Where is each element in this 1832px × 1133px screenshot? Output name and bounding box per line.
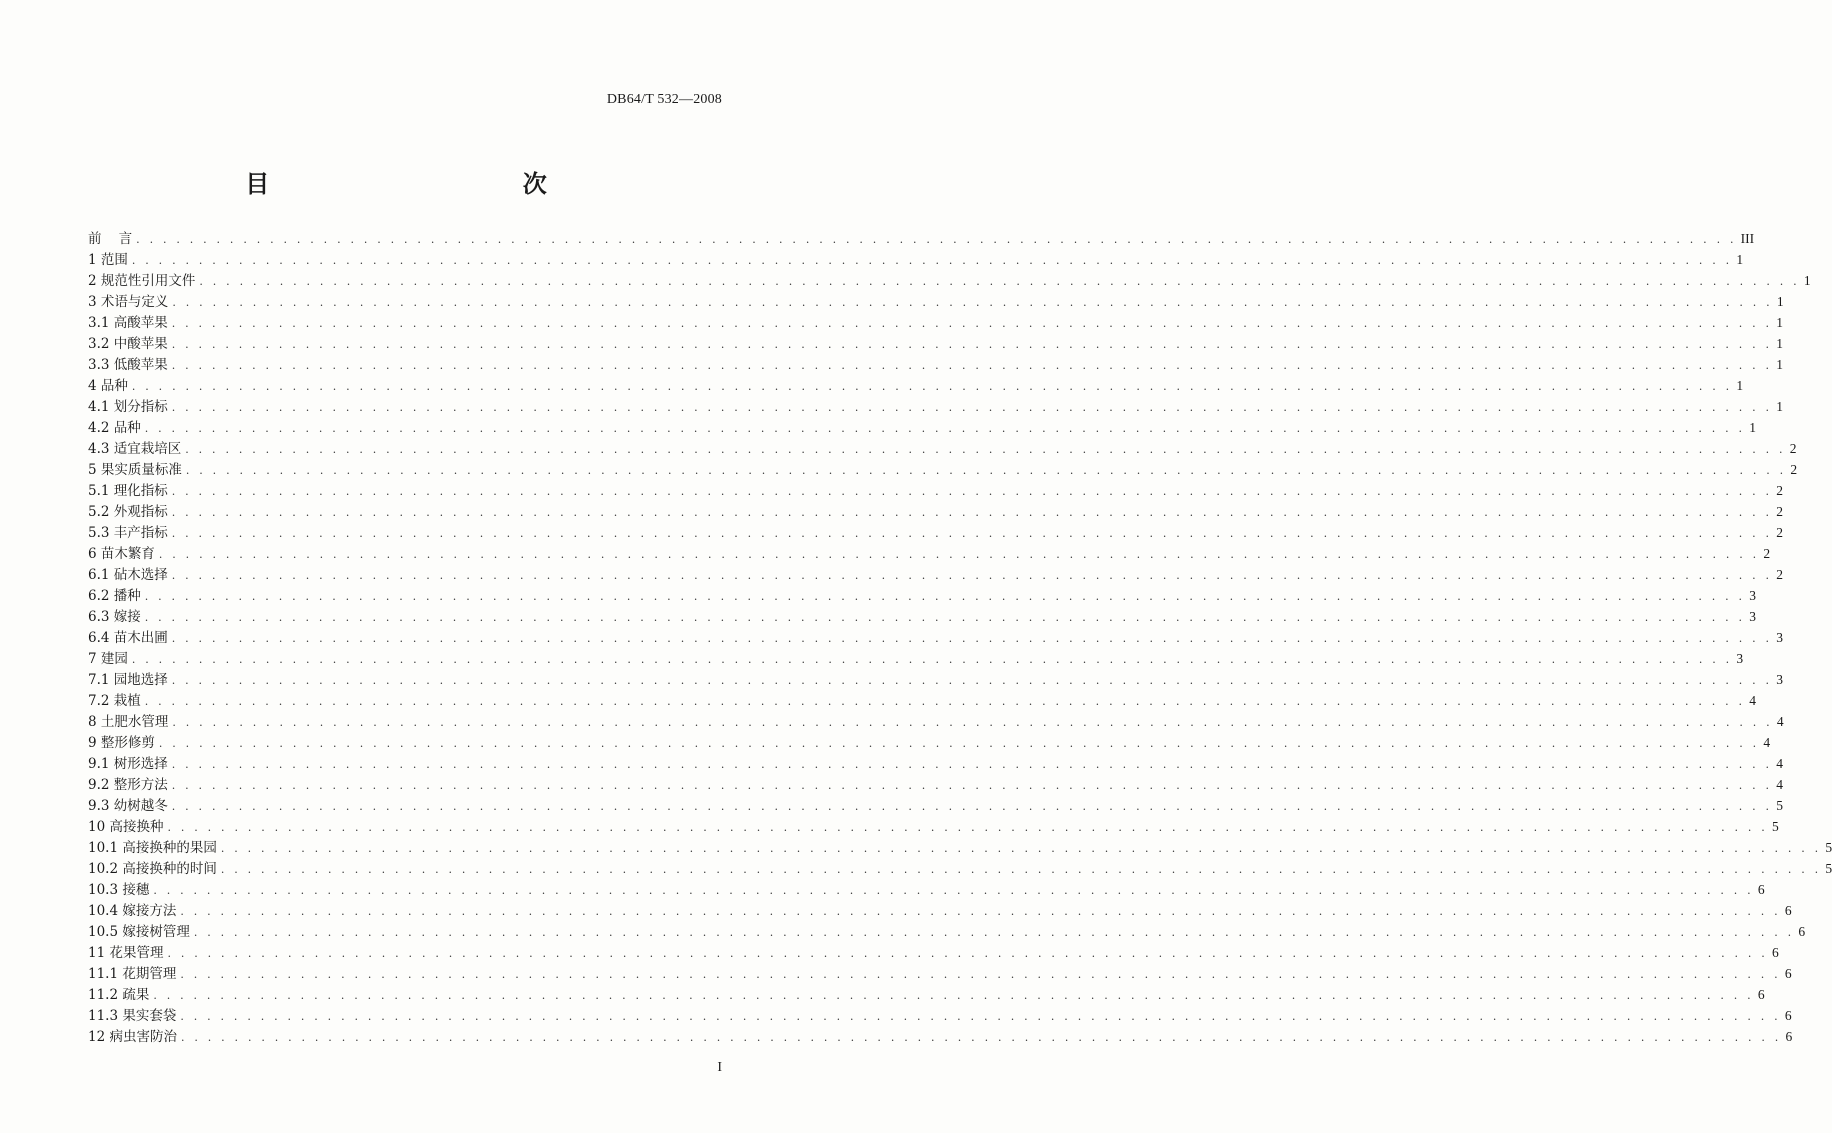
toc-entry-label: 11.2 疏果 xyxy=(88,987,150,1003)
toc-leader-dots: . . . . . . . . . . . . . . . . . . . . . . . . . . . . . . . . . . . . . . . . . . . . . . . . . . . . . . . . . . . . . . . . . . . . . . . . . . . . . . . . . . . . . . . . . . . . . . . . . . . . . . . . . . . . . . . . . . . . . . . . xyxy=(167,947,1768,960)
toc-entry-label: 3 术语与定义 xyxy=(88,294,169,310)
toc-leader-dots: . . . . . . . . . . . . . . . . . . . . . . . . . . . . . . . . . . . . . . . . . . . . . . . . . . . . . . . . . . . . . . . . . . . . . . . . . . . . . . . . . . . . . . . . . . . . . . . . . . . . . . . . . . . . . . . . . . . . . . . . xyxy=(220,842,1822,855)
toc-entry-label: 6.4 苗木出圃 xyxy=(88,630,168,646)
toc-entry[interactable] xyxy=(88,816,1779,837)
toc-entry-label: 4.3 适宜栽培区 xyxy=(88,441,182,457)
toc-leader-dots: . . . . . . . . . . . . . . . . . . . . . . . . . . . . . . . . . . . . . . . . . . . . . . . . . . . . . . . . . . . . . . . . . . . . . . . . . . . . . . . . . . . . . . . . . . . . . . . . . . . . . . . . . . . . . . . . . . . . . . . . xyxy=(131,380,1733,393)
toc-entry-page: 3 xyxy=(1736,651,1744,666)
toc-entry-page: 1 xyxy=(1803,273,1811,288)
toc-entry-label: 9 整形修剪 xyxy=(88,735,155,751)
toc-entry-page: 6 xyxy=(1757,882,1765,897)
toc-leader-dots: . . . . . . . . . . . . . . . . . . . . . . . . . . . . . . . . . . . . . . . . . . . . . . . . . . . . . . . . . . . . . . . . . . . . . . . . . . . . . . . . . . . . . . . . . . . . . . . . . . . . . . . . . . . . . . . . . . . . . . . . xyxy=(171,506,1773,519)
toc-entry-page: 5 xyxy=(1776,798,1783,813)
toc-entry-label: 10.4 嫁接方法 xyxy=(88,903,177,919)
page-title: 目 次 xyxy=(245,170,591,198)
toc-entry-page: 5 xyxy=(1825,840,1832,855)
toc-leader-dots: . . . . . . . . . . . . . . . . . . . . . . . . . . . . . . . . . . . . . . . . . . . . . . . . . . . . . . . . . . . . . . . . . . . . . . . . . . . . . . . . . . . . . . . . . . . . . . . . . . . . . . . . . . . . . . . . . . . . . . . . xyxy=(153,989,1754,1002)
toc-entry-page: 4 xyxy=(1776,756,1783,771)
toc-entry-label: 2 规范性引用文件 xyxy=(88,273,196,289)
toc-entry-label: 10 高接换种 xyxy=(88,819,164,835)
toc-entry-label: 11 花果管理 xyxy=(88,945,164,961)
toc-entry[interactable] xyxy=(88,795,1783,816)
toc-entry-page: 4 xyxy=(1776,777,1783,792)
toc-entry[interactable] xyxy=(88,543,1771,564)
toc-entry-page: 1 xyxy=(1776,315,1783,330)
toc-leader-dots: . . . . . . . . . . . . . . . . . . . . . . . . . . . . . . . . . . . . . . . . . . . . . . . . . . . . . . . . . . . . . . . . . . . . . . . . . . . . . . . . . . . . . . . . . . . . . . . . . . . . . . . . . . . . . . . . . . . . . . . . xyxy=(158,548,1760,561)
toc-entry-label: 6 苗木繁育 xyxy=(88,546,155,562)
toc-entry-label: 10.5 嫁接树管理 xyxy=(88,924,190,940)
toc-entry-page: 3 xyxy=(1776,672,1783,687)
toc-entry[interactable] xyxy=(88,900,1792,921)
toc-entry-page: 4 xyxy=(1776,714,1784,729)
toc-entry[interactable] xyxy=(88,648,1744,669)
toc-leader-dots: . . . . . . . . . . . . . . . . . . . . . . . . . . . . . . . . . . . . . . . . . . . . . . . . . . . . . . . . . . . . . . . . . . . . . . . . . . . . . . . . . . . . . . . . . . . . . . . . . . . . . . . . . . . . . . . . . . . . . . . . xyxy=(172,296,1773,309)
toc-entry-page: 1 xyxy=(1776,294,1784,309)
toc-entry[interactable] xyxy=(88,1026,1793,1047)
toc-entry[interactable] xyxy=(88,690,1756,711)
table-of-contents xyxy=(88,228,1832,1047)
toc-entry-page: 2 xyxy=(1763,546,1771,561)
toc-entry-label: 7.1 园地选择 xyxy=(88,672,168,688)
toc-entry-page: 3 xyxy=(1749,609,1756,624)
toc-entry-label: 前 言 xyxy=(88,231,133,247)
toc-entry-label: 8 土肥水管理 xyxy=(88,714,169,730)
toc-entry-page: 2 xyxy=(1776,567,1783,582)
toc-entry-label: 5 果实质量标准 xyxy=(88,462,182,478)
toc-entry-label: 10.3 接穗 xyxy=(88,882,150,898)
toc-entry[interactable] xyxy=(88,564,1783,585)
toc-leader-dots: . . . . . . . . . . . . . . . . . . . . . . . . . . . . . . . . . . . . . . . . . . . . . . . . . . . . . . . . . . . . . . . . . . . . . . . . . . . . . . . . . . . . . . . . . . . . . . . . . . . . . . . . . . . . . . . . . . . . . . . . xyxy=(171,632,1773,645)
toc-leader-dots: . . . . . . . . . . . . . . . . . . . . . . . . . . . . . . . . . . . . . . . . . . . . . . . . . . . . . . . . . . . . . . . . . . . . . . . . . . . . . . . . . . . . . . . . . . . . . . . . . . . . . . . . . . . . . . . . . . . . . . . . xyxy=(171,800,1773,813)
toc-leader-dots: . . . . . . . . . . . . . . . . . . . . . . . . . . . . . . . . . . . . . . . . . . . . . . . . . . . . . . . . . . . . . . . . . . . . . . . . . . . . . . . . . . . . . . . . . . . . . . . . . . . . . . . . . . . . . . . . . . . . . . . . xyxy=(180,905,1781,918)
toc-entry-label: 9.1 树形选择 xyxy=(88,756,168,772)
toc-entry[interactable] xyxy=(88,732,1771,753)
toc-leader-dots: . . . . . . . . . . . . . . . . . . . . . . . . . . . . . . . . . . . . . . . . . . . . . . . . . . . . . . . . . . . . . . . . . . . . . . . . . . . . . . . . . . . . . . . . . . . . . . . . . . . . . . . . . . . . . . . . . . . . . . . . xyxy=(171,338,1773,351)
toc-leader-dots: . . . . . . . . . . . . . . . . . . . . . . . . . . . . . . . . . . . . . . . . . . . . . . . . . . . . . . . . . . . . . . . . . . . . . . . . . . . . . . . . . . . . . . . . . . . . . . . . . . . . . . . . . . . . . . . . . . . . . . . . xyxy=(136,233,1737,246)
toc-leader-dots: . . . . . . . . . . . . . . . . . . . . . . . . . . . . . . . . . . . . . . . . . . . . . . . . . . . . . . . . . . . . . . . . . . . . . . . . . . . . . . . . . . . . . . . . . . . . . . . . . . . . . . . . . . . . . . . . . . . . . . . . xyxy=(172,716,1773,729)
toc-leader-dots: . . . . . . . . . . . . . . . . . . . . . . . . . . . . . . . . . . . . . . . . . . . . . . . . . . . . . . . . . . . . . . . . . . . . . . . . . . . . . . . . . . . . . . . . . . . . . . . . . . . . . . . . . . . . . . . . . . . . . . . . xyxy=(185,443,1786,456)
toc-entry-page: 1 xyxy=(1749,420,1756,435)
toc-entry-page: 6 xyxy=(1757,987,1765,1002)
toc-entry-page: 3 xyxy=(1749,588,1756,603)
toc-leader-dots: . . . . . . . . . . . . . . . . . . . . . . . . . . . . . . . . . . . . . . . . . . . . . . . . . . . . . . . . . . . . . . . . . . . . . . . . . . . . . . . . . . . . . . . . . . . . . . . . . . . . . . . . . . . . . . . . . . . . . . . . xyxy=(144,422,1746,435)
toc-leader-dots: . . . . . . . . . . . . . . . . . . . . . . . . . . . . . . . . . . . . . . . . . . . . . . . . . . . . . . . . . . . . . . . . . . . . . . . . . . . . . . . . . . . . . . . . . . . . . . . . . . . . . . . . . . . . . . . . . . . . . . . . xyxy=(171,758,1773,771)
toc-entry-page: 4 xyxy=(1749,693,1756,708)
toc-entry-label: 11.1 花期管理 xyxy=(88,966,177,982)
toc-entry-page: 1 xyxy=(1776,399,1783,414)
toc-entry-page: 1 xyxy=(1776,357,1783,372)
toc-leader-dots: . . . . . . . . . . . . . . . . . . . . . . . . . . . . . . . . . . . . . . . . . . . . . . . . . . . . . . . . . . . . . . . . . . . . . . . . . . . . . . . . . . . . . . . . . . . . . . . . . . . . . . . . . . . . . . . . . . . . . . . . xyxy=(199,275,1800,288)
toc-entry-label: 3.1 高酸苹果 xyxy=(88,315,168,331)
toc-entry[interactable] xyxy=(88,837,1832,858)
toc-entry-page: 2 xyxy=(1789,441,1797,456)
toc-entry-page: 6 xyxy=(1771,945,1779,960)
toc-leader-dots: . . . . . . . . . . . . . . . . . . . . . . . . . . . . . . . . . . . . . . . . . . . . . . . . . . . . . . . . . . . . . . . . . . . . . . . . . . . . . . . . . . . . . . . . . . . . . . . . . . . . . . . . . . . . . . . . . . . . . . . . xyxy=(131,254,1733,267)
toc-entry-label: 9.2 整形方法 xyxy=(88,777,168,793)
toc-entry-label: 7 建园 xyxy=(88,651,128,667)
toc-entry-page: 2 xyxy=(1776,525,1783,540)
toc-entry[interactable] xyxy=(88,606,1756,627)
toc-leader-dots: . . . . . . . . . . . . . . . . . . . . . . . . . . . . . . . . . . . . . . . . . . . . . . . . . . . . . . . . . . . . . . . . . . . . . . . . . . . . . . . . . . . . . . . . . . . . . . . . . . . . . . . . . . . . . . . . . . . . . . . . xyxy=(144,611,1746,624)
toc-entry[interactable] xyxy=(88,963,1792,984)
toc-entry[interactable] xyxy=(88,753,1783,774)
toc-entry[interactable] xyxy=(88,333,1783,354)
toc-entry[interactable] xyxy=(88,585,1756,606)
toc-leader-dots: . . . . . . . . . . . . . . . . . . . . . . . . . . . . . . . . . . . . . . . . . . . . . . . . . . . . . . . . . . . . . . . . . . . . . . . . . . . . . . . . . . . . . . . . . . . . . . . . . . . . . . . . . . . . . . . . . . . . . . . . xyxy=(193,926,1795,939)
toc-leader-dots: . . . . . . . . . . . . . . . . . . . . . . . . . . . . . . . . . . . . . . . . . . . . . . . . . . . . . . . . . . . . . . . . . . . . . . . . . . . . . . . . . . . . . . . . . . . . . . . . . . . . . . . . . . . . . . . . . . . . . . . . xyxy=(144,590,1746,603)
toc-entry[interactable] xyxy=(88,459,1798,480)
toc-entry-page: 3 xyxy=(1776,630,1783,645)
toc-entry[interactable] xyxy=(88,228,1755,249)
toc-leader-dots: . . . . . . . . . . . . . . . . . . . . . . . . . . . . . . . . . . . . . . . . . . . . . . . . . . . . . . . . . . . . . . . . . . . . . . . . . . . . . . . . . . . . . . . . . . . . . . . . . . . . . . . . . . . . . . . . . . . . . . . . xyxy=(131,653,1733,666)
toc-entry-page: 2 xyxy=(1776,504,1783,519)
toc-entry[interactable] xyxy=(88,669,1783,690)
toc-entry-page: 1 xyxy=(1776,336,1783,351)
toc-entry[interactable] xyxy=(88,627,1783,648)
toc-entry[interactable] xyxy=(88,270,1811,291)
toc-entry-label: 4 品种 xyxy=(88,378,128,394)
toc-leader-dots: . . . . . . . . . . . . . . . . . . . . . . . . . . . . . . . . . . . . . . . . . . . . . . . . . . . . . . . . . . . . . . . . . . . . . . . . . . . . . . . . . . . . . . . . . . . . . . . . . . . . . . . . . . . . . . . . . . . . . . . . xyxy=(158,737,1760,750)
toc-entry-label: 7.2 栽植 xyxy=(88,693,141,709)
toc-entry-label: 10.2 高接换种的时间 xyxy=(88,861,217,877)
toc-entry-page: 1 xyxy=(1736,378,1744,393)
toc-leader-dots: . . . . . . . . . . . . . . . . . . . . . . . . . . . . . . . . . . . . . . . . . . . . . . . . . . . . . . . . . . . . . . . . . . . . . . . . . . . . . . . . . . . . . . . . . . . . . . . . . . . . . . . . . . . . . . . . . . . . . . . . xyxy=(171,485,1773,498)
toc-leader-dots: . . . . . . . . . . . . . . . . . . . . . . . . . . . . . . . . . . . . . . . . . . . . . . . . . . . . . . . . . . . . . . . . . . . . . . . . . . . . . . . . . . . . . . . . . . . . . . . . . . . . . . . . . . . . . . . . . . . . . . . . xyxy=(171,317,1773,330)
toc-leader-dots: . . . . . . . . . . . . . . . . . . . . . . . . . . . . . . . . . . . . . . . . . . . . . . . . . . . . . . . . . . . . . . . . . . . . . . . . . . . . . . . . . . . . . . . . . . . . . . . . . . . . . . . . . . . . . . . . . . . . . . . . xyxy=(167,821,1768,834)
toc-leader-dots: . . . . . . . . . . . . . . . . . . . . . . . . . . . . . . . . . . . . . . . . . . . . . . . . . . . . . . . . . . . . . . . . . . . . . . . . . . . . . . . . . . . . . . . . . . . . . . . . . . . . . . . . . . . . . . . . . . . . . . . . xyxy=(171,527,1773,540)
toc-entry[interactable] xyxy=(88,942,1779,963)
toc-entry-label: 6.3 嫁接 xyxy=(88,609,141,625)
toc-leader-dots: . . . . . . . . . . . . . . . . . . . . . . . . . . . . . . . . . . . . . . . . . . . . . . . . . . . . . . . . . . . . . . . . . . . . . . . . . . . . . . . . . . . . . . . . . . . . . . . . . . . . . . . . . . . . . . . . . . . . . . . . xyxy=(171,779,1773,792)
toc-entry-label: 4.2 品种 xyxy=(88,420,141,436)
toc-leader-dots: . . . . . . . . . . . . . . . . . . . . . . . . . . . . . . . . . . . . . . . . . . . . . . . . . . . . . . . . . . . . . . . . . . . . . . . . . . . . . . . . . . . . . . . . . . . . . . . . . . . . . . . . . . . . . . . . . . . . . . . . xyxy=(171,569,1773,582)
document-code: DB64/T 532—2008 xyxy=(606,92,722,107)
toc-leader-dots: . . . . . . . . . . . . . . . . . . . . . . . . . . . . . . . . . . . . . . . . . . . . . . . . . . . . . . . . . . . . . . . . . . . . . . . . . . . . . . . . . . . . . . . . . . . . . . . . . . . . . . . . . . . . . . . . . . . . . . . . xyxy=(220,863,1822,876)
toc-entry[interactable] xyxy=(88,921,1806,942)
toc-leader-dots: . . . . . . . . . . . . . . . . . . . . . . . . . . . . . . . . . . . . . . . . . . . . . . . . . . . . . . . . . . . . . . . . . . . . . . . . . . . . . . . . . . . . . . . . . . . . . . . . . . . . . . . . . . . . . . . . . . . . . . . . xyxy=(153,884,1754,897)
toc-leader-dots: . . . . . . . . . . . . . . . . . . . . . . . . . . . . . . . . . . . . . . . . . . . . . . . . . . . . . . . . . . . . . . . . . . . . . . . . . . . . . . . . . . . . . . . . . . . . . . . . . . . . . . . . . . . . . . . . . . . . . . . . xyxy=(185,464,1787,477)
toc-entry[interactable] xyxy=(88,522,1783,543)
toc-entry[interactable] xyxy=(88,438,1797,459)
toc-leader-dots: . . . . . . . . . . . . . . . . . . . . . . . . . . . . . . . . . . . . . . . . . . . . . . . . . . . . . . . . . . . . . . . . . . . . . . . . . . . . . . . . . . . . . . . . . . . . . . . . . . . . . . . . . . . . . . . . . . . . . . . . xyxy=(171,359,1773,372)
toc-entry-page: 4 xyxy=(1763,735,1771,750)
toc-entry-label: 6.2 播种 xyxy=(88,588,141,604)
toc-entry-page: 6 xyxy=(1785,1029,1793,1044)
toc-entry[interactable] xyxy=(88,774,1783,795)
toc-entry-label: 6.1 砧木选择 xyxy=(88,567,168,583)
toc-entry-label: 3.2 中酸苹果 xyxy=(88,336,168,352)
toc-entry-page: 6 xyxy=(1784,966,1792,981)
toc-entry-label: 5.3 丰产指标 xyxy=(88,525,168,541)
toc-entry-page: 5 xyxy=(1825,861,1832,876)
toc-leader-dots: . . . . . . . . . . . . . . . . . . . . . . . . . . . . . . . . . . . . . . . . . . . . . . . . . . . . . . . . . . . . . . . . . . . . . . . . . . . . . . . . . . . . . . . . . . . . . . . . . . . . . . . . . . . . . . . . . . . . . . . . xyxy=(180,968,1781,981)
toc-entry-page: 6 xyxy=(1784,1008,1792,1023)
toc-entry[interactable] xyxy=(88,249,1744,270)
toc-entry-label: 3.3 低酸苹果 xyxy=(88,357,168,373)
toc-entry-page: III xyxy=(1740,231,1755,246)
toc-entry-page: 5 xyxy=(1771,819,1779,834)
toc-entry-page: 6 xyxy=(1784,903,1792,918)
page-number: I xyxy=(717,1060,722,1075)
toc-entry[interactable] xyxy=(88,375,1744,396)
toc-entry[interactable] xyxy=(88,1005,1792,1026)
toc-entry-label: 4.1 划分指标 xyxy=(88,399,168,415)
toc-entry[interactable] xyxy=(88,858,1832,879)
toc-entry-label: 10.1 高接换种的果园 xyxy=(88,840,217,856)
toc-entry[interactable] xyxy=(88,984,1765,1005)
toc-entry-label: 9.3 幼树越冬 xyxy=(88,798,168,814)
toc-entry[interactable] xyxy=(88,354,1783,375)
toc-entry-page: 2 xyxy=(1790,462,1798,477)
toc-entry-label: 5.1 理化指标 xyxy=(88,483,168,499)
toc-entry[interactable] xyxy=(88,396,1783,417)
toc-entry-label: 5.2 外观指标 xyxy=(88,504,168,520)
toc-leader-dots: . . . . . . . . . . . . . . . . . . . . . . . . . . . . . . . . . . . . . . . . . . . . . . . . . . . . . . . . . . . . . . . . . . . . . . . . . . . . . . . . . . . . . . . . . . . . . . . . . . . . . . . . . . . . . . . . . . . . . . . . xyxy=(144,695,1746,708)
toc-entry[interactable] xyxy=(88,501,1783,522)
toc-entry-label: 11.3 果实套袋 xyxy=(88,1008,177,1024)
toc-entry[interactable] xyxy=(88,711,1784,732)
toc-entry[interactable] xyxy=(88,312,1783,333)
toc-leader-dots: . . . . . . . . . . . . . . . . . . . . . . . . . . . . . . . . . . . . . . . . . . . . . . . . . . . . . . . . . . . . . . . . . . . . . . . . . . . . . . . . . . . . . . . . . . . . . . . . . . . . . . . . . . . . . . . . . . . . . . . . xyxy=(171,674,1773,687)
toc-leader-dots: . . . . . . . . . . . . . . . . . . . . . . . . . . . . . . . . . . . . . . . . . . . . . . . . . . . . . . . . . . . . . . . . . . . . . . . . . . . . . . . . . . . . . . . . . . . . . . . . . . . . . . . . . . . . . . . . . . . . . . . . xyxy=(171,401,1773,414)
toc-entry-page: 2 xyxy=(1776,483,1783,498)
toc-leader-dots: . . . . . . . . . . . . . . . . . . . . . . . . . . . . . . . . . . . . . . . . . . . . . . . . . . . . . . . . . . . . . . . . . . . . . . . . . . . . . . . . . . . . . . . . . . . . . . . . . . . . . . . . . . . . . . . . . . . . . . . . xyxy=(180,1031,1782,1044)
toc-entry-label: 1 范围 xyxy=(88,252,128,268)
toc-entry[interactable] xyxy=(88,879,1765,900)
toc-entry[interactable] xyxy=(88,417,1756,438)
toc-entry[interactable] xyxy=(88,480,1783,501)
toc-entry[interactable] xyxy=(88,291,1784,312)
toc-entry-page: 6 xyxy=(1798,924,1806,939)
toc-entry-page: 1 xyxy=(1736,252,1744,267)
toc-entry-label: 12 病虫害防治 xyxy=(88,1029,177,1045)
toc-leader-dots: . . . . . . . . . . . . . . . . . . . . . . . . . . . . . . . . . . . . . . . . . . . . . . . . . . . . . . . . . . . . . . . . . . . . . . . . . . . . . . . . . . . . . . . . . . . . . . . . . . . . . . . . . . . . . . . . . . . . . . . . xyxy=(180,1010,1781,1023)
